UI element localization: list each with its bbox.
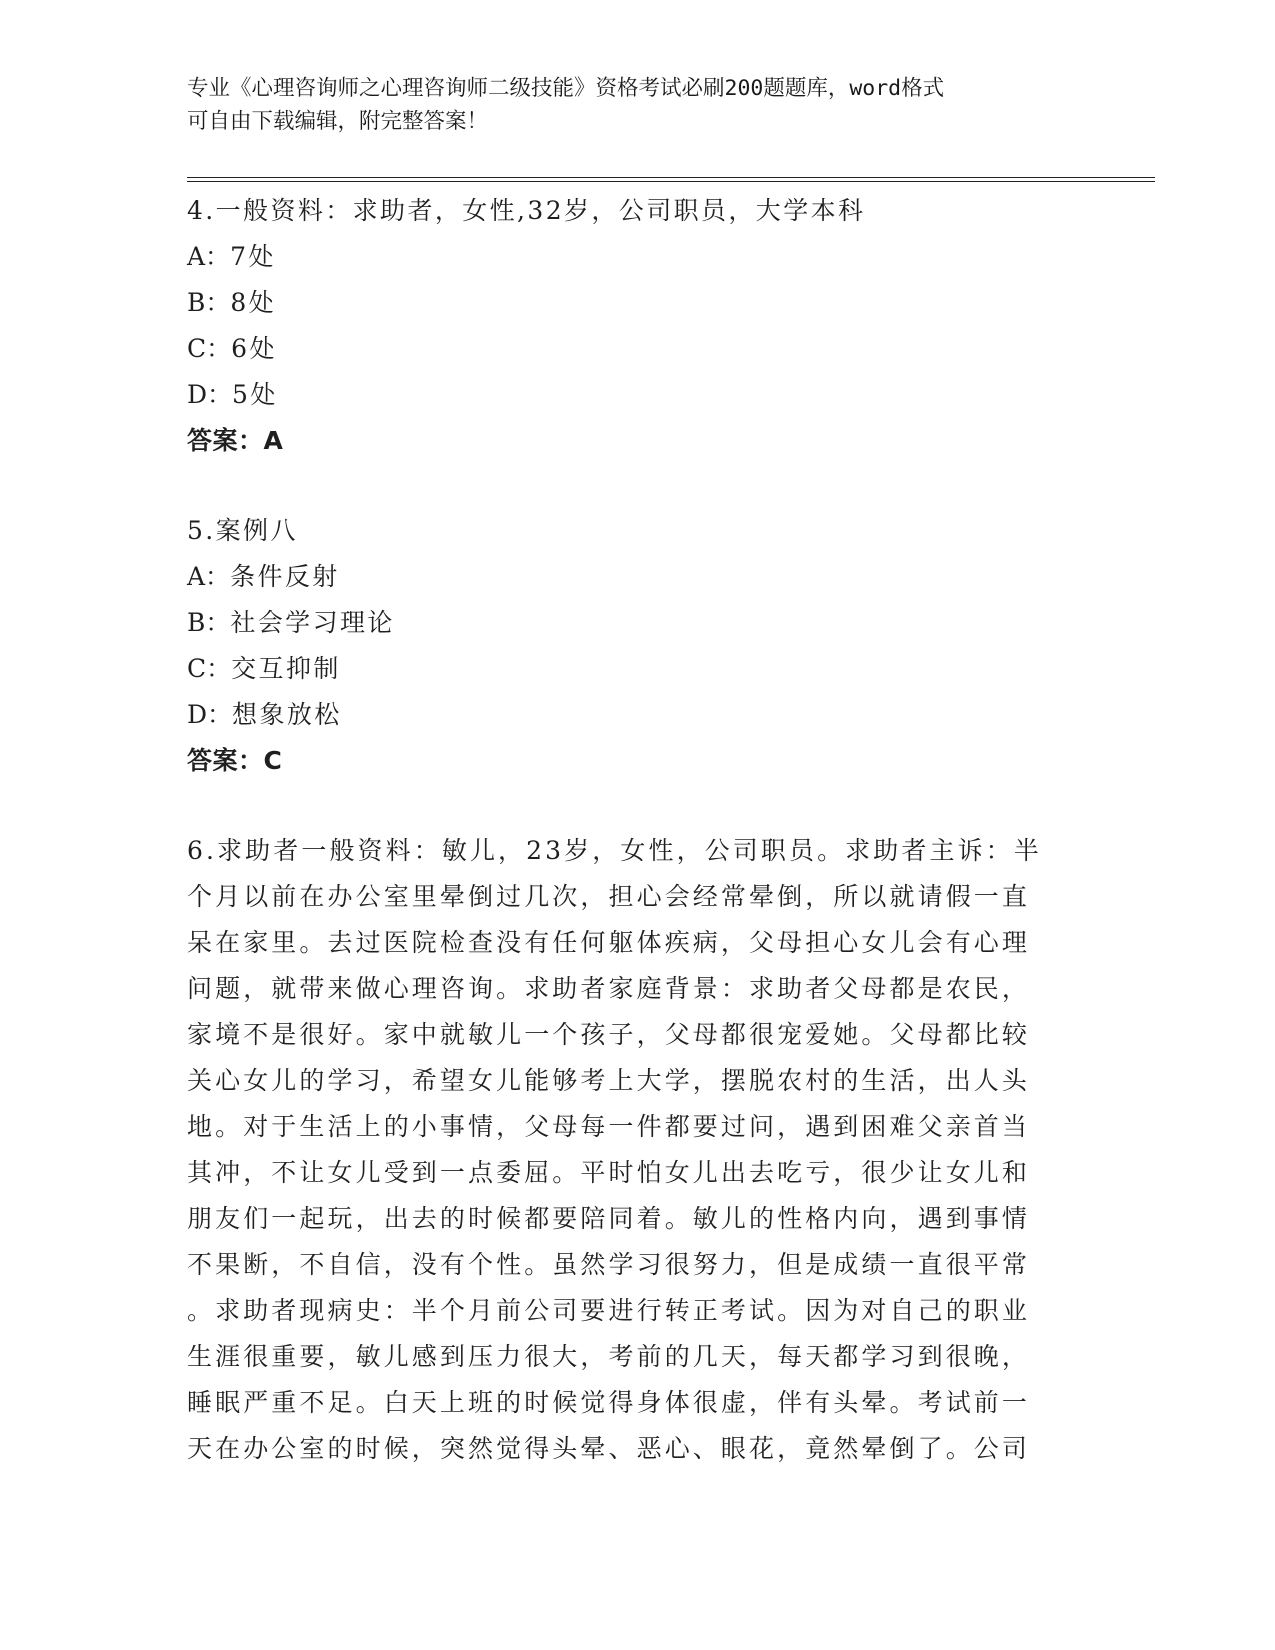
option-text: 想象放松: [232, 700, 342, 729]
answer: 答案：A: [187, 426, 284, 455]
document-body: [187, 188, 1087, 1472]
answer: 答案：C: [187, 746, 283, 775]
option-text: 交互抑制: [231, 654, 341, 683]
option-d: [187, 692, 1087, 738]
paragraph-line: 个月以前在办公室里晕倒过几次，担心会经常晕倒，所以就请假一直: [187, 882, 1031, 911]
paragraph-line: 不果断，不自信，没有个性。虽然学习很努力，但是成绩一直很平常: [187, 1250, 1031, 1279]
option-key: A：: [187, 242, 231, 271]
option-text: 5处: [232, 380, 278, 409]
question-5: [187, 508, 1087, 784]
option-d: [187, 372, 1087, 418]
option-key: B：: [187, 288, 231, 317]
paragraph-line: 其冲，不让女儿受到一点委屈。平时怕女儿出去吃亏，很少让女儿和: [187, 1158, 1031, 1187]
spacer: [187, 784, 1087, 828]
option-b: [187, 600, 1087, 646]
option-c: [187, 326, 1087, 372]
paragraph-line: 家境不是很好。家中就敏儿一个孩子，父母都很宠爱她。父母都比较: [187, 1020, 1031, 1049]
spacer: [187, 464, 1087, 508]
paragraph-line: 。求助者现病史：半个月前公司要进行转正考试。因为对自己的职业: [187, 1296, 1031, 1325]
question-stem: 5.案例八: [187, 516, 298, 545]
option-key: A：: [187, 562, 231, 591]
option-key: D：: [187, 700, 233, 729]
option-text: 7处: [230, 242, 276, 271]
title-line-2: 可自由下载编辑，附完整答案！: [187, 109, 489, 134]
paragraph-line: 天在办公室的时候，突然觉得头晕、恶心、眼花，竟然晕倒了。公司: [187, 1434, 1031, 1463]
document-title: [187, 72, 1077, 138]
option-c: [187, 646, 1087, 692]
option-text: 条件反射: [230, 562, 340, 591]
title-line-1: 专业《心理咨询师之心理咨询师二级技能》资格考试必刷200题题库，word格式: [187, 76, 945, 101]
option-key: B：: [187, 608, 231, 637]
option-key: C：: [187, 334, 232, 363]
paragraph-line: 呆在家里。去过医院检查没有任何躯体疾病，父母担心女儿会有心理: [187, 928, 1031, 957]
question-4: [187, 188, 1087, 464]
option-text: 8处: [230, 288, 277, 317]
paragraph-line: 生涯很重要，敏儿感到压力很大，考前的几天，每天都学习到很晚，: [187, 1342, 1031, 1371]
paragraph-line: 朋友们一起玩，出去的时候都要陪同着。敏儿的性格内向，遇到事情: [187, 1204, 1031, 1233]
paragraph-line: 地。对于生活上的小事情，父母每一件都要过问，遇到困难父亲首当: [187, 1112, 1031, 1141]
header-divider-thin: [187, 177, 1155, 178]
option-key: D：: [187, 380, 233, 409]
option-key: C：: [187, 654, 232, 683]
question-stem: 4.一般资料：求助者，女性,32岁，公司职员，大学本科: [187, 196, 866, 225]
option-a: [187, 234, 1087, 280]
option-text: 6处: [231, 334, 277, 363]
question-6: [187, 828, 1067, 1472]
paragraph-line: 6.求助者一般资料：敏儿，23岁，女性，公司职员。求助者主诉：半: [187, 836, 1042, 865]
paragraph-line: 关心女儿的学习，希望女儿能够考上大学，摆脱农村的生活，出人头: [187, 1066, 1031, 1095]
option-a: [187, 554, 1087, 600]
paragraph-line: 睡眠严重不足。白天上班的时候觉得身体很虚，伴有头晕。考试前一: [187, 1388, 1031, 1417]
header-divider-thick: [187, 181, 1155, 182]
option-text: 社会学习理论: [230, 608, 395, 637]
option-b: [187, 280, 1087, 326]
paragraph-line: 问题，就带来做心理咨询。求助者家庭背景：求助者父母都是农民，: [187, 974, 1031, 1003]
